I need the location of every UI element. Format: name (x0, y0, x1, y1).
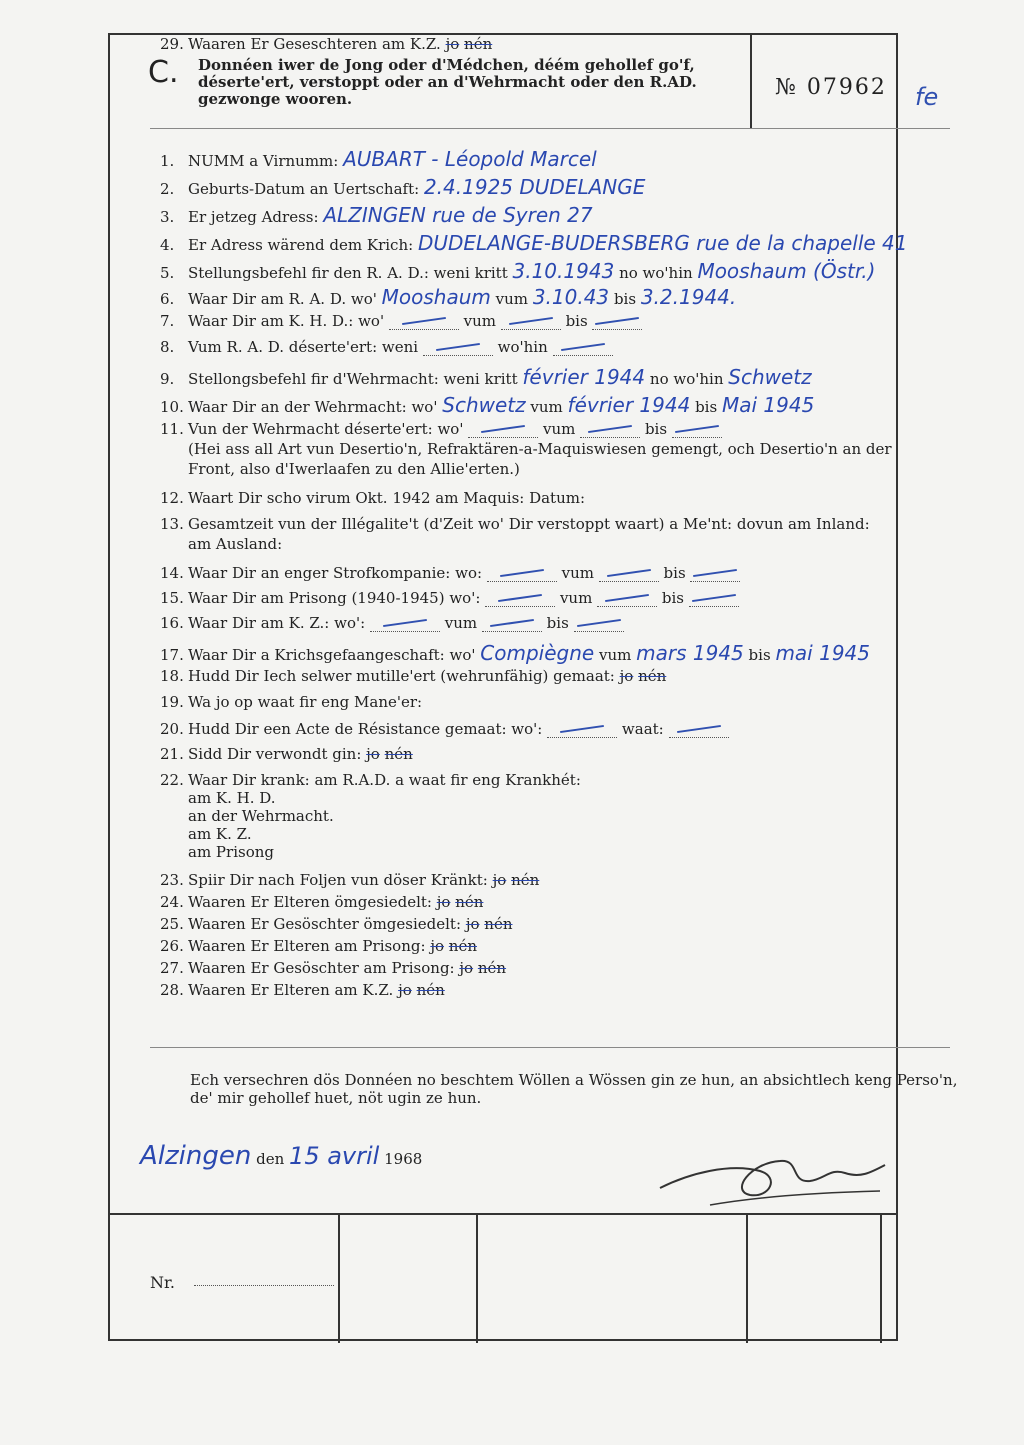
row-label: Spiir Dir nach Foljen vun döser Kränkt: (188, 871, 488, 889)
blank-answer-3 (574, 613, 624, 632)
number-sign: № (775, 75, 798, 100)
row-label-3: bis (748, 646, 771, 664)
handwritten-answer-2: Schwetz (728, 365, 812, 389)
blank-answer-2 (597, 588, 657, 607)
declaration-text: Ech versechren dös Donnéen no beschtem Wöllen a Wössen gin ze hun, an absichtlech keng Perso'n, de' mir gehollef huet, nöt ugin ze hun. (190, 1071, 958, 1107)
row-label-2: waat: (621, 720, 664, 738)
row-number: 9. (160, 370, 175, 388)
option-jo: jo (465, 915, 480, 933)
form-row (160, 515, 870, 533)
blank-answer-3 (690, 563, 740, 582)
row-number: 15. (160, 589, 184, 607)
cancel-dash (596, 317, 640, 325)
row-label-3: bis (695, 398, 718, 416)
row-number: 27. (160, 959, 184, 977)
row-number: 24. (160, 893, 184, 911)
row-label-2: vum (561, 564, 594, 582)
header-divider (750, 35, 752, 129)
row-label: Geburts-Datum an Uertschaft: (188, 180, 420, 198)
row-label: am Prisong (188, 843, 274, 861)
handwritten-answer-3: mai 1945 (775, 641, 870, 665)
row-number: 14. (160, 564, 184, 582)
form-row (160, 915, 512, 933)
row-label: Waaren Er Elteren am K.Z. (188, 981, 394, 999)
form-row (160, 959, 506, 977)
row-number: 25. (160, 915, 184, 933)
form-row (160, 588, 739, 607)
form-row (160, 563, 740, 582)
cancel-dash (677, 725, 721, 733)
row-number: 26. (160, 937, 184, 955)
row-label-3: bis (613, 290, 637, 308)
option-jo: jo (366, 745, 380, 763)
form-row (160, 393, 814, 417)
row-number: 13. (160, 515, 184, 533)
section-letter: C. (148, 55, 179, 90)
row-label: Waar Dir am Prisong (1940-1945) wo': (188, 589, 481, 607)
row-label-3: bis (661, 589, 684, 607)
footer-cell (880, 1215, 882, 1343)
row-label: Waar Dir a Krichsgefaangeschaft: wo' (188, 646, 476, 664)
blank-answer-2 (669, 719, 729, 738)
row-number: 6. (160, 290, 175, 308)
row-label: Waar Dir krank: am R.A.D. a waat fir eng Krankhét: (188, 771, 581, 789)
row-label-2: wo'hin (497, 338, 548, 356)
row-label: Vun der Wehrmacht déserte'ert: wo' (188, 420, 464, 438)
cancel-dash (509, 317, 553, 325)
row-label: am Ausland: (188, 535, 283, 553)
row-number: 28. (160, 981, 184, 999)
cancel-dash (577, 619, 621, 627)
form-row (160, 719, 729, 738)
den-label: den (256, 1150, 285, 1168)
row-number: 10. (160, 398, 184, 416)
option-jo: jo (619, 667, 634, 685)
form-row (160, 825, 252, 843)
form-row (160, 285, 736, 309)
row-label-2: vum (444, 614, 478, 632)
footer-cell (746, 1215, 748, 1343)
row-label: Gesamtzeit vun der Illégalite't (d'Zeit wo' Dir verstoppt waart) a Me'nt: dovun am Inland: (188, 515, 870, 533)
option-jo: jo (459, 959, 474, 977)
row-number: 18. (160, 667, 184, 685)
blank-answer (389, 311, 459, 330)
row-label: Waaren Er Elteren am Prisong: (188, 937, 426, 955)
handwritten-answer: DUDELANGE-BUDERSBERG rue de la chapelle 41 (417, 231, 908, 255)
handwritten-answer-3: Mai 1945 (721, 393, 815, 417)
row-label: am K. Z. (188, 825, 252, 843)
blank-answer-2 (580, 419, 640, 438)
row-label: Front, also d'Iwerlaafen zu den Allie'erten.) (188, 460, 520, 478)
option-jo: jo (436, 893, 451, 911)
form-row (160, 843, 274, 861)
row-number: 1. (160, 152, 175, 170)
row-label-3: bis (565, 312, 588, 330)
row-label-2: vum (495, 290, 529, 308)
handwritten-initial: fe (915, 83, 939, 111)
blank-answer-3 (592, 311, 642, 330)
form-row (160, 981, 445, 999)
option-nen: nén (455, 893, 484, 911)
option-nen: nén (464, 35, 493, 53)
footer-cell (476, 1215, 478, 1343)
form-row (160, 259, 875, 283)
row-label-2: vum (530, 398, 563, 416)
row-label-2: no wo'hin (649, 370, 724, 388)
handwritten-answer: ALZINGEN rue de Syren 27 (323, 203, 593, 227)
cancel-dash (588, 425, 632, 433)
option-nen: nén (477, 959, 507, 977)
row-number: 16. (160, 614, 184, 632)
form-row (160, 641, 870, 665)
option-nen: nén (416, 981, 445, 999)
form-row (160, 147, 597, 171)
row-label: am K. H. D. (188, 789, 276, 807)
row-label-3: bis (644, 420, 668, 438)
row-number: 22. (160, 771, 184, 789)
form-row (160, 745, 413, 763)
row-label: Wa jo op waat fir eng Mane'er: (188, 693, 423, 711)
row-label: Waaren Er Gesöschter am Prisong: (188, 959, 455, 977)
year-label: 1968 (384, 1150, 423, 1168)
row-number: 19. (160, 693, 184, 711)
row-label: Waart Dir scho virum Okt. 1942 am Maquis: Datum: (188, 489, 586, 507)
option-nen: nén (448, 937, 477, 955)
cancel-dash (436, 343, 480, 351)
row-number: 2. (160, 180, 175, 198)
form-row (160, 175, 645, 199)
row-number: 29. (160, 35, 184, 53)
form-row (160, 231, 908, 255)
row-label: Vum R. A. D. déserte'ert: weni (188, 338, 419, 356)
row-number: 21. (160, 745, 184, 763)
form-row (160, 337, 613, 356)
option-jo: jo (492, 871, 507, 889)
handwritten-answer: AUBART - Léopold Marcel (343, 147, 597, 171)
blank-answer (423, 337, 493, 356)
option-nen: nén (484, 915, 513, 933)
form-row (160, 489, 585, 507)
row-label: Waaren Er Geseschteren am K.Z. (188, 35, 441, 53)
row-number: 7. (160, 312, 175, 330)
form-number (775, 75, 887, 100)
handwritten-answer-2: mars 1945 (636, 641, 744, 665)
row-label: Stellongsbefehl fir d'Wehrmacht: weni kritt (188, 370, 518, 388)
cancel-dash (490, 619, 534, 627)
row-number: 4. (160, 236, 175, 254)
cancel-dash (561, 343, 605, 351)
cancel-dash (500, 569, 544, 577)
date-handwritten: 15 avril (289, 1142, 380, 1170)
option-jo: jo (430, 937, 445, 955)
cancel-dash (605, 594, 649, 602)
place-handwritten: Alzingen (140, 1141, 252, 1171)
cancel-dash (481, 425, 525, 433)
form-row (160, 35, 492, 53)
row-number: 17. (160, 646, 184, 664)
row-number: 12. (160, 489, 184, 507)
blank-answer (485, 588, 555, 607)
cancel-dash (383, 619, 427, 627)
row-number: 8. (160, 338, 175, 356)
signature-graphic (650, 1143, 890, 1213)
header-rule (150, 128, 950, 129)
row-label: Waaren Er Elteren ömgesiedelt: (188, 893, 432, 911)
place-date-line (140, 1141, 422, 1171)
cancel-dash (675, 425, 719, 433)
row-label: Hudd Dir Iech selwer mutille'ert (wehrunfähig) gemaat: (188, 667, 615, 685)
handwritten-answer: Mooshaum (381, 285, 491, 309)
form-row (160, 311, 642, 330)
blank-answer-3 (672, 419, 722, 438)
section-title: Donnéen iwer de Jong oder d'Médchen, déém gehollef go'f, déserte'ert, verstoppt oder an d'Wehrmacht oder den R.AD. gezwonge wooren. (198, 56, 697, 108)
form-sheet (108, 33, 958, 1341)
blank-answer (487, 563, 557, 582)
row-number: 3. (160, 208, 175, 226)
row-number: 23. (160, 871, 184, 889)
blank-answer (468, 419, 538, 438)
blank-answer-3 (689, 588, 739, 607)
cancel-dash (692, 594, 736, 602)
form-row (160, 693, 422, 711)
form-row (160, 937, 477, 955)
number-value: 07962 (806, 75, 887, 100)
row-label-2: vum (598, 646, 632, 664)
handwritten-answer-2: 3.10.43 (532, 285, 610, 309)
footer-table (110, 1213, 896, 1343)
form-row (160, 440, 892, 458)
handwritten-answer: 2.4.1925 DUDELANGE (423, 175, 646, 199)
form-row (160, 789, 276, 807)
option-jo: jo (398, 981, 412, 999)
row-label: Waar Dir an der Wehrmacht: wo' (188, 398, 438, 416)
form-row (160, 807, 334, 825)
row-label-3: bis (546, 614, 569, 632)
form-row (160, 667, 666, 685)
blank-answer-2 (553, 337, 613, 356)
option-nen: nén (638, 667, 667, 685)
form-row (160, 771, 581, 789)
form-row (160, 419, 722, 438)
cancel-dash (694, 569, 738, 577)
cancel-dash (498, 594, 542, 602)
option-nen: nén (384, 745, 413, 763)
cancel-dash (402, 317, 446, 325)
handwritten-answer-2: Mooshaum (Östr.) (697, 259, 876, 283)
row-label: Er jetzeg Adress: (188, 208, 319, 226)
form-row (160, 203, 593, 227)
cancel-dash (560, 725, 604, 733)
row-number: 5. (160, 264, 175, 282)
row-label-2: vum (559, 589, 593, 607)
row-number: 11. (160, 420, 184, 438)
form-row (160, 893, 483, 911)
footer-cell (338, 1215, 340, 1343)
row-label: (Hei ass all Art vun Desertio'n, Refraktären-a-Maquiswiesen gemengt, och Desertio'n an der (188, 440, 892, 458)
cancel-dash (607, 569, 651, 577)
form-row (160, 613, 624, 632)
handwritten-answer: février 1944 (522, 365, 646, 389)
handwritten-answer: 3.10.1943 (512, 259, 615, 283)
form-row (160, 535, 282, 553)
form-row (160, 871, 539, 889)
row-label: NUMM a Virnumm: (188, 152, 339, 170)
row-number: 20. (160, 720, 184, 738)
blank-answer-2 (482, 613, 542, 632)
row-label-2: vum (543, 420, 576, 438)
form-row (160, 365, 812, 389)
blank-answer (547, 719, 617, 738)
blank-answer-2 (501, 311, 561, 330)
handwritten-answer-2: février 1944 (567, 393, 691, 417)
row-label: Waar Dir an enger Strofkompanie: wo: (188, 564, 483, 582)
row-label: Sidd Dir verwondt gin: (188, 745, 362, 763)
handwritten-answer-3: 3.2.1944. (640, 285, 737, 309)
row-label: Waar Dir am K. H. D.: wo' (188, 312, 385, 330)
row-label-2: vum (463, 312, 496, 330)
footer-nr-field (194, 1285, 334, 1286)
row-label: Waar Dir am R. A. D. wo' (188, 290, 377, 308)
handwritten-answer: Schwetz (442, 393, 526, 417)
declaration-rule (150, 1047, 950, 1048)
row-label: Waaren Er Gesöschter ömgesiedelt: (188, 915, 462, 933)
form-row (160, 460, 520, 478)
row-label: Stellungsbefehl fir den R. A. D.: weni kritt (188, 264, 508, 282)
option-jo: jo (445, 35, 460, 53)
row-label: Hudd Dir een Acte de Résistance gemaat: wo': (188, 720, 543, 738)
blank-answer-2 (599, 563, 659, 582)
row-label: Er Adress wärend dem Krich: (188, 236, 414, 254)
row-label: an der Wehrmacht. (188, 807, 334, 825)
row-label-3: bis (663, 564, 686, 582)
blank-answer (370, 613, 440, 632)
footer-nr-label: Nr. (150, 1273, 175, 1292)
option-nen: nén (511, 871, 540, 889)
row-label-2: no wo'hin (619, 264, 693, 282)
handwritten-answer: Compiègne (480, 641, 595, 665)
row-label: Waar Dir am K. Z.: wo': (188, 614, 366, 632)
